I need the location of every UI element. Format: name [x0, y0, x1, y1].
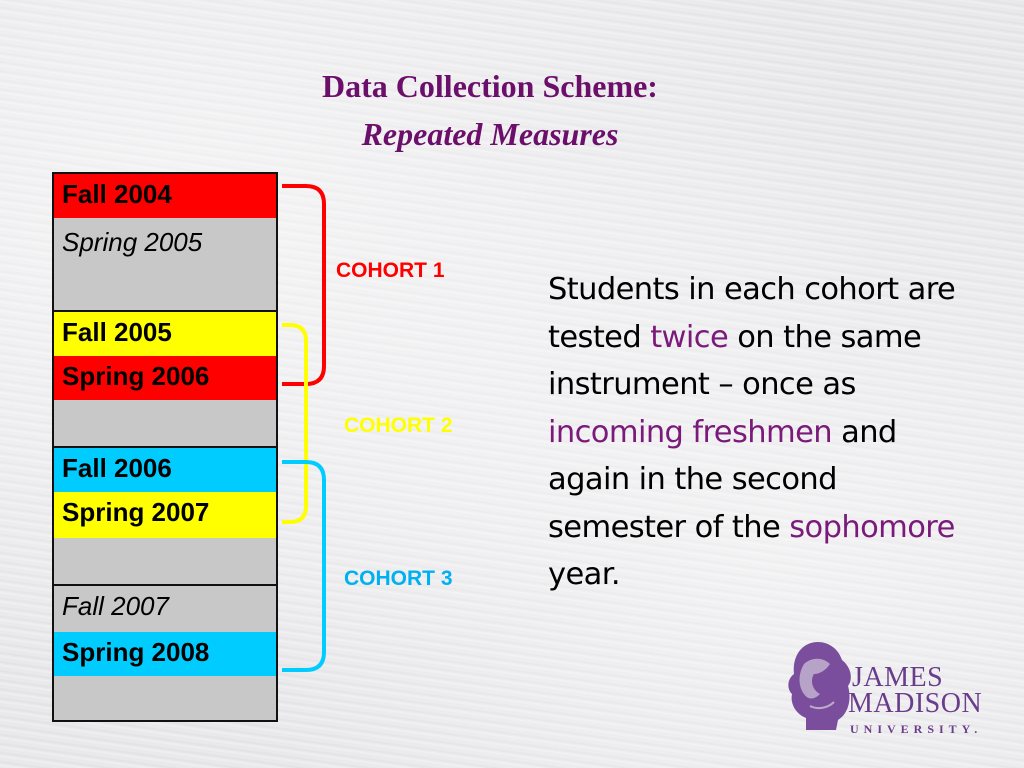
highlight-sophomore: sophomore — [789, 509, 955, 545]
cohort-2-label: COHORT 2 — [344, 414, 453, 437]
cohort-1-label: COHORT 1 — [336, 259, 445, 282]
cohort-1-bracket — [282, 186, 324, 384]
semester-spring-2007: Spring 2007 — [54, 492, 276, 538]
slide-title: Data Collection Scheme: — [322, 68, 658, 104]
semester-fall-2007: Fall 2007 — [54, 586, 276, 632]
highlight-incoming-freshmen: incoming freshmen — [548, 414, 833, 450]
logo-text-madison: MADISON — [848, 688, 983, 719]
slide-subtitle: Repeated Measures — [361, 116, 619, 152]
highlight-twice: twice — [650, 319, 729, 355]
semester-spring-2008: Spring 2008 — [54, 632, 276, 676]
cohort-3-label: COHORT 3 — [344, 567, 453, 590]
cohort-2-bracket — [282, 325, 306, 522]
logo-text-university: UNIVERSITY. — [850, 722, 983, 736]
description-part: year. — [548, 557, 620, 592]
cohort-3-bracket — [282, 462, 324, 670]
semester-spring-2005: Spring 2005 — [54, 220, 276, 310]
semester-fall-2005: Fall 2005 — [54, 312, 276, 356]
description-part: on the same instrument – once as — [548, 319, 922, 402]
logo-text-james: JAMES — [852, 662, 944, 693]
semester-fall-2004: Fall 2004 — [54, 174, 276, 218]
description-text — [548, 266, 978, 599]
description-part: and again in the second semester of the — [548, 414, 897, 545]
semester-fall-2006: Fall 2006 — [54, 448, 276, 492]
semester-spring-2006: Spring 2006 — [54, 356, 276, 400]
description-part: Students in each cohort are tested — [548, 272, 956, 355]
